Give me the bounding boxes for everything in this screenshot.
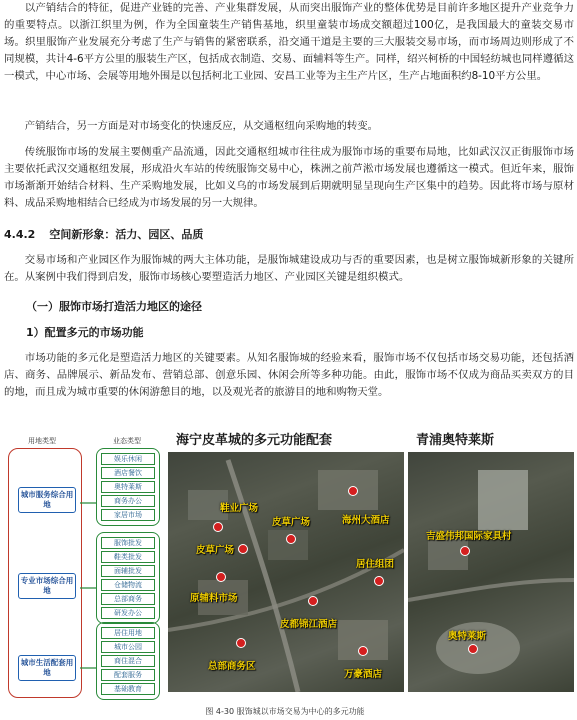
figure-caption: 图 4-30 服饰城以市场交易为中心的多元功能 (205, 707, 365, 716)
marker-jinjiang-hotel (308, 596, 318, 606)
tag-apparel-wholesale: 服饰批发 (101, 537, 155, 549)
aerial-texture-2 (408, 430, 574, 692)
photo2-title: 青浦奥特莱斯 (408, 430, 574, 452)
tag-hotel: 酒店餐饮 (101, 467, 155, 479)
tag-basic-education: 基础教育 (101, 683, 155, 695)
marker-fur-plaza-2 (238, 544, 248, 554)
paragraph-5: 市场功能的多元化是塑造活力地区的关键要素。从知名服饰城的经验来看，服饰市场不仅包括市场交易功能，还包括酒店、商务、品牌展示、新品发布、营销总部、创意乐园、休闲会所等多种功能。由此，服饰市场不仅成为商品买卖双方的目的地，而且成为城市重要的休闲游憩目的地，以及观光者的旅游目的地和购物天堂。 (4, 352, 574, 398)
marker-residential-cluster (374, 576, 384, 586)
marker-raw-material-market (216, 572, 226, 582)
land-type-group (8, 448, 82, 698)
photo-haining-leather-city (168, 430, 404, 692)
label-shoe-plaza: 鞋业广场 (220, 503, 259, 514)
label-hq-business-district: 总部商务区 (208, 661, 256, 672)
photo1-title: 海宁皮革城的多元功能配套 (168, 430, 404, 452)
land-type-box-2: 专业市场综合用地 (18, 573, 76, 599)
label-jinjiang-hotel: 皮都锦江酒店 (280, 619, 338, 630)
paragraph-1: 以产销结合的特征，促进产业链的完善、产业集群发展，从而突出服饰产业的整体优势是目前许多地区提升产业竞争力的重要特点。以浙江织里为例，作为全国童装生产销售基地，织里童装市场成交额超过100亿，是我国最大的童装交易市场。织里服饰产业发展充分考虑了生产与销售的紧密联系，沿交通干道是主要的三大服装交易市场，而市场周边则形成了不同规模，共计4-6平方公里的服装生产区，包括成衣制造、交易、面辅料等生产。同样，绍兴柯桥的中国轻纺城也同样遵循这一模式，中心市场、会展等用地外围是以包括柯北工业园、安昌工业等为主生产片区，生产占地面积约8-10平方公里。 (4, 2, 574, 82)
tag-rnd-office: 研发办公 (101, 607, 155, 619)
label-fur-plaza-1: 皮草广场 (272, 517, 311, 528)
business-group-2 (96, 532, 160, 624)
marker-hq-business-district (236, 638, 246, 648)
tag-logistics: 仓储物流 (101, 579, 155, 591)
label-jisheng-furniture-village: 吉盛伟邦国际家具村 (426, 531, 512, 542)
tag-business-office: 商务办公 (101, 495, 155, 507)
tag-residential: 居住用地 (101, 627, 155, 639)
marker-jisheng-furniture-village (460, 546, 470, 556)
tag-support-services: 配套服务 (101, 669, 155, 681)
business-group-1 (96, 448, 160, 526)
paragraph-3: 传统服饰市场的发展主要侧重产品流通，因此交通枢纽城市往往成为服饰市场的重要布局地，比如武汉汉正街服饰市场主要依托武汉交通枢纽发展，形成沿火车站的传统服饰交易中心，株洲之前芦淞市场发展也遵循这一模式。但近年来，服饰市场渐渐开始结合材料、生产采购地发展，比如义乌的市场发展到后期就明显呈现向生产区集中的趋势。因此将市场与原材料、成品采购地相结合已经成为市场发展的另一大规律。 (4, 146, 574, 209)
paragraph-2: 产销结合，另一方面是对市场变化的快速反应，从交通枢纽向采购地的转变。 (24, 120, 379, 132)
subheading-1: （一）服饰市场打造活力地区的途径 (26, 300, 202, 313)
tag-city-park: 城市公园 (101, 641, 155, 653)
marker-fur-plaza-1 (286, 534, 296, 544)
section-heading (4, 226, 203, 242)
label-raw-material-market: 原辅料市场 (190, 593, 238, 604)
tag-mixed-use: 商住混合 (101, 655, 155, 667)
tag-shoe-wholesale: 鞋类批发 (101, 551, 155, 563)
marker-shoe-plaza (213, 522, 223, 532)
section-title: 空间新形象：活力、园区、品质 (49, 228, 204, 241)
marker-haizhou-hotel (348, 486, 358, 496)
land-type-box-1: 城市服务综合用地 (18, 487, 76, 513)
land-type-box-3: 城市生活配套用地 (18, 655, 76, 681)
business-group-3 (96, 622, 160, 700)
subheading-2: 1）配置多元的市场功能 (26, 326, 144, 339)
label-outlets: 奥特莱斯 (448, 631, 487, 642)
label-haizhou-hotel: 海州大酒店 (342, 515, 390, 526)
land-type-header: 用地类型 (28, 437, 56, 445)
label-residential-cluster: 居住组团 (356, 559, 395, 570)
paragraph-4: 交易市场和产业园区作为服饰城的两大主体功能，是服饰城建设成功与否的重要因素，也是树立服饰城新形象的关键所在。从案例中我们得到启发，服饰市场核心要塑造活力地区、产业园区关键是组织模式。 (4, 254, 574, 283)
figure-4-30 (4, 430, 574, 702)
tag-outlets: 奥特莱斯 (101, 481, 155, 493)
tag-home-market: 家居市场 (101, 509, 155, 521)
marker-marriott-hotel (358, 646, 368, 656)
business-type-header: 业态类型 (113, 437, 141, 445)
marker-outlets (468, 644, 478, 654)
section-number: 4.4.2 (4, 228, 36, 241)
tag-accessory-wholesale: 面辅批发 (101, 565, 155, 577)
tag-entertainment: 娱乐休闲 (101, 453, 155, 465)
label-marriott-hotel: 万豪酒店 (344, 669, 383, 680)
label-fur-plaza-2: 皮草广场 (196, 545, 235, 556)
photo-qingpu-outlets (408, 430, 574, 692)
tag-headquarters: 总部商务 (101, 593, 155, 605)
